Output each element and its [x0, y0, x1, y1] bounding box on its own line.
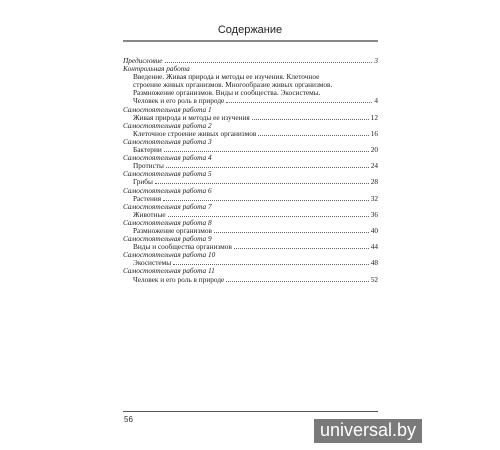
toc-text: Грибы	[133, 177, 153, 187]
toc-text: Человек и его роль в природе	[133, 96, 225, 106]
footer-divider	[123, 411, 378, 412]
toc-text: Животные	[133, 209, 166, 219]
toc-text: Растения	[133, 193, 162, 203]
toc-text: Живая природа и методы ее изучения	[133, 112, 250, 122]
toc-text: Самостоятельная работа 7	[123, 201, 212, 211]
dot-leader	[173, 264, 369, 265]
toc-page-number: 20	[370, 145, 378, 155]
dot-leader	[252, 119, 369, 120]
toc-page-number: 44	[370, 242, 378, 252]
toc-text: строение живых организмов. Многообразие живых организмов.	[133, 80, 333, 90]
toc-text: Самостоятельная работа 1	[123, 104, 212, 114]
toc-text: Клеточное строение живых организмов	[133, 128, 257, 138]
toc-text: Бактерии	[133, 145, 162, 155]
toc-page-number: 32	[370, 193, 378, 203]
toc-page-number: 48	[370, 258, 378, 268]
toc-page-number: 16	[370, 128, 378, 138]
dot-leader	[258, 135, 368, 136]
dot-leader	[234, 248, 369, 249]
toc-page-number: 40	[370, 225, 378, 235]
toc-text: Экосистемы	[133, 258, 172, 268]
toc-page-number: 4	[374, 96, 378, 106]
toc-page-number: 24	[370, 161, 378, 171]
toc-text: Самостоятельная работа 8	[123, 217, 212, 227]
toc-text: Самостоятельная работа 6	[123, 185, 212, 195]
toc-text: Виды и сообщества организмов	[133, 242, 232, 252]
toc-text: Самостоятельная работа 2	[123, 120, 212, 130]
page-title: Содержание	[217, 24, 283, 36]
dot-leader	[168, 216, 369, 217]
toc-text: Самостоятельная работа 10	[123, 250, 216, 260]
toc-line	[123, 276, 378, 284]
dot-leader	[166, 167, 369, 168]
dot-leader	[165, 62, 373, 63]
dot-leader	[155, 183, 369, 184]
toc-text: Предисловие	[123, 56, 163, 65]
toc-text: Размножение организмов	[133, 225, 212, 235]
toc-text: Протисты	[133, 161, 164, 171]
dot-leader	[164, 151, 369, 152]
toc-text: Самостоятельная работа 11	[123, 266, 215, 276]
toc-line	[123, 187, 378, 195]
dot-leader	[226, 102, 372, 103]
toc-text: Самостоятельная работа 5	[123, 169, 212, 179]
toc-text: Человек и его роль в природе	[133, 274, 225, 284]
watermark: universal.by	[314, 419, 422, 443]
dot-leader	[214, 232, 369, 233]
dot-leader	[163, 200, 369, 201]
toc-page-number: 28	[370, 177, 378, 187]
toc-line	[123, 170, 378, 178]
toc-page-number: 3	[374, 56, 378, 65]
toc-text: Размножение организмов. Виды и сообщества. Экосистемы.	[133, 88, 321, 98]
toc-page-number: 52	[370, 274, 378, 284]
toc-text: Самостоятельная работа 9	[123, 234, 212, 244]
header-divider	[123, 40, 378, 42]
toc-page-number: 36	[370, 209, 378, 219]
table-of-contents	[123, 57, 378, 284]
toc-page-number: 12	[370, 112, 378, 122]
dot-leader	[226, 281, 368, 282]
page-number: 56	[124, 415, 133, 424]
toc-text: Самостоятельная работа 3	[123, 136, 212, 146]
toc-text: Самостоятельная работа 4	[123, 153, 212, 163]
toc-text: Контрольная работа	[123, 64, 190, 74]
toc-text: Введение. Живая природа и методы ее изучения. Клеточное	[133, 72, 320, 82]
